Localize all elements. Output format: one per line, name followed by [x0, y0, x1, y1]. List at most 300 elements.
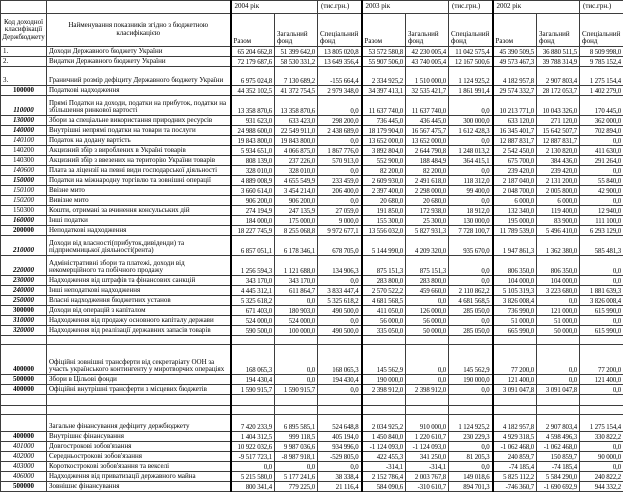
row-label: Короткострокові зобов'язання та векселі [47, 462, 231, 472]
value-cell: 6 975 024,8 [231, 67, 275, 86]
value-cell: 72 179 687,6 [231, 57, 275, 67]
value-cell: 0,0 [537, 375, 580, 385]
value-cell: 271 120,0 [537, 116, 580, 126]
table-row [1, 286, 623, 296]
value-cell: 3 826 008,4 [580, 296, 623, 306]
row-label: Вивізне мито [47, 196, 231, 206]
value-cell: -529 805,0 [318, 452, 362, 462]
value-cell: 191 850,0 [362, 206, 406, 216]
value-cell: 111 100,0 [580, 216, 623, 226]
value-cell: 1 590 915,7 [275, 385, 318, 395]
value-cell: 4 655 549,9 [275, 176, 318, 186]
header-row-columns [1, 14, 623, 47]
value-cell: 4 209 320,0 [406, 236, 449, 256]
value-cell [231, 336, 275, 345]
value-cell: 145 562,9 [362, 345, 406, 375]
value-cell: 2 907 803,4 [537, 67, 580, 86]
row-code [1, 406, 47, 415]
value-cell: 800 341,4 [231, 482, 275, 492]
value-cell: -314,1 [362, 462, 406, 472]
value-cell: 11 042 575,4 [449, 47, 493, 57]
value-cell: 10 922 032,6 [231, 442, 275, 452]
value-cell: 51 000,0 [493, 316, 537, 326]
value-cell: 300 000,0 [449, 116, 493, 126]
value-cell: 274 194,9 [231, 206, 275, 216]
value-cell: 5 144 990,0 [362, 236, 406, 256]
row-label: Власні надходження бюджетних установ [47, 296, 231, 306]
value-cell: 0,0 [580, 196, 623, 206]
value-cell: 806 350,0 [537, 256, 580, 276]
table-row [1, 236, 623, 256]
row-code: 140300 [1, 156, 47, 166]
value-cell: 665 990,0 [493, 326, 537, 336]
value-cell: 0,0 [449, 442, 493, 452]
value-cell: 0,0 [449, 385, 493, 395]
value-cell: 7 420 233,9 [231, 415, 275, 432]
fund-column-header: Разом [231, 14, 275, 47]
row-code: 403000 [1, 462, 47, 472]
value-cell: 104 000,0 [493, 276, 537, 286]
table-row [1, 67, 623, 86]
value-cell: 190 000,0 [449, 375, 493, 385]
value-cell: 11 637 740,0 [406, 96, 449, 116]
row-label: Акцизний збір з ввезених на територію України товарів [47, 156, 231, 166]
table-row [1, 226, 623, 236]
value-cell: 343 170,0 [231, 276, 275, 286]
year-unit: (тис.грн.) [580, 1, 623, 14]
row-label: Внутрішні непрямі податки на товари та послуги [47, 126, 231, 136]
value-cell: 2 570 522,2 [362, 286, 406, 296]
row-code: 406000 [1, 472, 47, 482]
value-cell: 0,0 [318, 316, 362, 326]
value-cell: 2 644 790,8 [406, 146, 449, 156]
value-cell [362, 406, 406, 415]
value-cell: 12 940,0 [580, 206, 623, 216]
value-cell: 56 000,0 [362, 316, 406, 326]
value-cell: 779 225,0 [275, 482, 318, 492]
value-cell: 4 182 957,8 [493, 415, 537, 432]
value-cell: 2 979 348,0 [318, 86, 362, 96]
value-cell: 155 300,0 [362, 216, 406, 226]
row-label: Акцизний збір з вироблених в Україні товарів [47, 146, 231, 156]
value-cell: 2 005 800,0 [537, 186, 580, 196]
value-cell: 145 562,9 [449, 345, 493, 375]
table-row [1, 482, 623, 492]
value-cell: 55 907 506,0 [362, 57, 406, 67]
value-cell: 15 642 507,7 [537, 126, 580, 136]
value-cell: 0,0 [406, 296, 449, 306]
value-cell: 42 230 005,4 [406, 47, 449, 57]
table-row [1, 96, 623, 116]
value-cell: 0,0 [580, 385, 623, 395]
value-cell: 3 660 614,0 [231, 186, 275, 196]
value-cell [231, 395, 275, 406]
value-cell: 875 151,3 [406, 256, 449, 276]
value-cell: 99 400,0 [449, 186, 493, 196]
value-cell: 291 264,0 [580, 156, 623, 166]
value-cell: 43 740 005,4 [406, 57, 449, 67]
value-cell: 19 843 800,0 [275, 136, 318, 146]
value-cell: 130 000,0 [449, 216, 493, 226]
value-cell: 0,0 [318, 96, 362, 116]
table-row [1, 206, 623, 216]
corner-blank-name [47, 1, 231, 14]
value-cell: 233 459,0 [318, 176, 362, 186]
value-cell: 0,0 [449, 462, 493, 472]
row-code: 320000 [1, 326, 47, 336]
value-cell: 190 000,0 [362, 375, 406, 385]
value-cell: 2 397 400,0 [362, 186, 406, 196]
value-cell: 615 990,0 [580, 326, 623, 336]
value-cell: 328 010,0 [275, 166, 318, 176]
value-cell: 56 000,0 [406, 316, 449, 326]
row-label: Офіційні зовнішні трансферти від секретаріату ООН за участь українського контингенту у миротворчих операціях [47, 345, 231, 375]
row-code: 400000 [1, 345, 47, 375]
row-label: Доходи від операцій з капіталом [47, 306, 231, 316]
value-cell: 8 255 068,8 [275, 226, 318, 236]
fund-column-header: Разом [362, 14, 406, 47]
table-row [1, 472, 623, 482]
table-row [1, 136, 623, 146]
value-cell: 240 822,2 [580, 472, 623, 482]
value-cell: 240 859,7 [493, 452, 537, 462]
value-cell: 0,0 [537, 296, 580, 306]
value-cell: 168 065,3 [318, 345, 362, 375]
value-cell: 134 906,3 [318, 256, 362, 276]
value-cell: 341 250,0 [406, 452, 449, 462]
value-cell: -1 062 468,0 [493, 442, 537, 452]
value-cell: 3 223 680,0 [537, 286, 580, 296]
value-cell: 906 200,0 [231, 196, 275, 206]
row-label: Доходи Державного бюджету України [47, 47, 231, 57]
value-cell: 3 091 047,8 [537, 385, 580, 395]
value-cell: 1 124 925,2 [449, 67, 493, 86]
value-cell: 1 450 840,0 [362, 432, 406, 442]
row-label: Збори в Цільові фонди [47, 375, 231, 385]
row-label: Податкові надходження [47, 86, 231, 96]
value-cell: 121 400,0 [493, 375, 537, 385]
row-code [1, 395, 47, 406]
year-unit: (тис.грн.) [449, 1, 493, 14]
value-cell: 585 481,3 [580, 236, 623, 256]
value-cell: 39 788 314,9 [537, 57, 580, 67]
value-cell: 0,0 [449, 96, 493, 116]
value-cell: 2 187 040,0 [493, 176, 537, 186]
value-cell: 104 000,0 [537, 276, 580, 286]
value-cell: 27 059,0 [318, 206, 362, 216]
row-label: Середньострокові зобов'язання [47, 452, 231, 462]
value-cell: 422 455,3 [362, 452, 406, 462]
value-cell: 5 215 580,0 [231, 472, 275, 482]
row-code: 200000 [1, 226, 47, 236]
table-row [1, 415, 623, 432]
value-cell [406, 395, 449, 406]
row-code: 150300 [1, 206, 47, 216]
value-cell: 678 705,0 [318, 236, 362, 256]
value-cell: 132 340,0 [493, 206, 537, 216]
value-cell [580, 395, 623, 406]
value-cell [580, 406, 623, 415]
value-cell: 1 404 312,5 [231, 432, 275, 442]
value-cell: 180 903,0 [275, 306, 318, 316]
value-cell: 126 000,0 [406, 306, 449, 316]
value-cell: 1 124 925,2 [449, 415, 493, 432]
value-cell [580, 336, 623, 345]
value-cell: 934 996,0 [318, 442, 362, 452]
value-cell: 894 701,3 [449, 482, 493, 492]
value-cell: 875 151,3 [362, 256, 406, 276]
value-cell: 808 139,0 [231, 156, 275, 166]
value-cell: 702 894,0 [580, 126, 623, 136]
row-code: 500000 [1, 375, 47, 385]
value-cell: 9 972 677,1 [318, 226, 362, 236]
value-cell: -314,1 [406, 462, 449, 472]
fund-column-header: Спеціальний фонд [318, 14, 362, 47]
value-cell: 6 293 129,0 [580, 226, 623, 236]
table-row [1, 196, 623, 206]
value-cell [231, 406, 275, 415]
value-cell [449, 406, 493, 415]
table-row [1, 216, 623, 226]
value-cell: -1 124 093,0 [406, 442, 449, 452]
row-label: Доходи від власності(прибуток,дивіденди) та підприємницької діяльності(рента) [47, 236, 231, 256]
value-cell: 328 010,0 [231, 166, 275, 176]
value-cell: 411 630,0 [580, 146, 623, 156]
year-label: 2003 рік [362, 1, 449, 14]
row-label: Плата за ліцензії на певні види господарської діяльності [47, 166, 231, 176]
value-cell [362, 336, 406, 345]
table-row [1, 126, 623, 136]
value-cell: 13 652 000,0 [406, 136, 449, 146]
value-cell: 50 000,0 [537, 326, 580, 336]
value-cell: 4 598 496,3 [537, 432, 580, 442]
value-cell [493, 406, 537, 415]
value-cell: 0,0 [449, 136, 493, 146]
value-cell: 77 200,0 [493, 345, 537, 375]
value-cell: 615 990,0 [580, 306, 623, 316]
value-cell: 436 445,0 [406, 116, 449, 126]
value-cell: -74 185,4 [493, 462, 537, 472]
value-cell: 2 398 912,0 [362, 385, 406, 395]
row-code: 1. [1, 47, 47, 57]
value-cell: 13 805 020,8 [318, 47, 362, 57]
value-cell: 41 372 754,5 [275, 86, 318, 96]
value-cell: 4 889 008,9 [231, 176, 275, 186]
value-cell: 0,0 [318, 462, 362, 472]
table-row [1, 276, 623, 286]
value-cell: 675 700,0 [493, 156, 537, 166]
value-cell: 931 623,0 [231, 116, 275, 126]
header-row-years [1, 1, 623, 14]
value-cell: 2 048 700,0 [493, 186, 537, 196]
value-cell: 283 800,0 [362, 276, 406, 286]
value-cell: -8 987 918,1 [275, 452, 318, 462]
row-label: Офіційні внутрішні трансферти з місцевих бюджетів [47, 385, 231, 395]
value-cell: 0,0 [275, 345, 318, 375]
value-cell: 0,0 [580, 316, 623, 326]
row-code: 110000 [1, 96, 47, 116]
value-cell: 633 120,0 [493, 116, 537, 126]
value-cell: 2 398 912,0 [406, 385, 449, 395]
value-cell: 18 912,0 [449, 206, 493, 216]
row-label: Кошти, отримані за вчинення консульських дій [47, 206, 231, 216]
value-cell: -155 664,4 [318, 67, 362, 86]
fund-column-header: Загальний фонд [537, 14, 580, 47]
value-cell: 2 034 925,2 [362, 415, 406, 432]
value-cell: 524 648,8 [318, 415, 362, 432]
value-cell: 285 050,0 [449, 326, 493, 336]
value-cell: 82 200,0 [362, 166, 406, 176]
table-row [1, 375, 623, 385]
table-row [1, 176, 623, 186]
year-label: 2004 рік [231, 1, 318, 14]
row-label: Надходження від штрафів та фінансових санкцій [47, 276, 231, 286]
value-cell: 18 179 904,0 [362, 126, 406, 136]
value-cell: 5 825 112,2 [493, 472, 537, 482]
value-cell: -1 124 093,0 [362, 442, 406, 452]
value-cell: 149 018,6 [449, 472, 493, 482]
value-cell: 0,0 [580, 256, 623, 276]
fund-column-header: Загальний фонд [406, 14, 449, 47]
value-cell: 8 509 998,0 [580, 47, 623, 57]
row-label: Податки на міжнародну торгівлю та зовнішні операції [47, 176, 231, 186]
year-unit: (тис.грн.) [318, 1, 362, 14]
value-cell: 4 681 568,5 [449, 296, 493, 306]
value-cell: 44 352 102,5 [231, 86, 275, 96]
value-cell: 77 200,0 [580, 345, 623, 375]
value-cell: 4 445 312,1 [231, 286, 275, 296]
table-row [1, 326, 623, 336]
value-cell: 1 881 639,3 [580, 286, 623, 296]
value-cell: 0,0 [449, 256, 493, 276]
value-cell: 0,0 [275, 375, 318, 385]
value-cell: 944 332,2 [580, 482, 623, 492]
row-label: Надходження від продажу основного капіталу держави [47, 316, 231, 326]
value-cell: 2 152 786,4 [362, 472, 406, 482]
value-cell: 4 066 875,0 [275, 146, 318, 156]
value-cell [537, 406, 580, 415]
value-cell: 0,0 [449, 196, 493, 206]
value-cell: 935 670,0 [449, 236, 493, 256]
row-code [1, 415, 47, 432]
value-cell: 9 000,0 [318, 216, 362, 226]
row-code: 160000 [1, 216, 47, 226]
value-cell: 0,0 [449, 276, 493, 286]
value-cell: 118 312,0 [449, 176, 493, 186]
row-code: 130000 [1, 116, 47, 126]
row-label: Прямі Податки на доходи, податки на прибуток, податки на збільшення ринкової вартості [47, 96, 231, 116]
value-cell: 0,0 [449, 316, 493, 326]
value-cell: 170 445,0 [580, 96, 623, 116]
value-cell: 584 090,6 [362, 482, 406, 492]
table-row [1, 385, 623, 395]
value-cell: 13 649 356,4 [318, 57, 362, 67]
value-cell: 51 000,0 [537, 316, 580, 326]
value-cell: -1 690 692,9 [537, 482, 580, 492]
value-cell: 9 987 036,6 [275, 442, 318, 452]
value-cell: 55 840,0 [580, 176, 623, 186]
value-cell: 20 680,0 [406, 196, 449, 206]
row-label: Неподаткові надходження [47, 226, 231, 236]
value-cell: 298 200,0 [318, 116, 362, 126]
value-cell: 12 167 500,6 [449, 57, 493, 67]
row-label: Внутрішнє фінансування [47, 432, 231, 442]
value-cell [275, 336, 318, 345]
value-cell: 3 826 008,4 [493, 296, 537, 306]
value-cell: 590 500,0 [231, 326, 275, 336]
row-code: 140600 [1, 166, 47, 176]
value-cell: 184 000,0 [231, 216, 275, 226]
value-cell: 0,0 [318, 276, 362, 286]
value-cell: 18 227 745,9 [231, 226, 275, 236]
row-code: 150200 [1, 196, 47, 206]
value-cell: 3 454 214,0 [275, 186, 318, 196]
value-cell: 1 220 610,7 [406, 432, 449, 442]
table-row [1, 395, 623, 406]
value-cell: 3 833 447,4 [318, 286, 362, 296]
value-cell: 21 116,4 [318, 482, 362, 492]
value-cell: 6 857 051,1 [231, 236, 275, 256]
value-cell: 10 043 326,0 [537, 96, 580, 116]
fund-column-header: Разом [493, 14, 537, 47]
value-cell: 206 400,0 [318, 186, 362, 196]
value-cell: 0,0 [318, 196, 362, 206]
value-cell: 5 934 651,0 [231, 146, 275, 156]
table-row [1, 462, 623, 472]
table-row [1, 47, 623, 57]
value-cell [318, 336, 362, 345]
row-code: 210000 [1, 236, 47, 256]
row-code: 230000 [1, 276, 47, 286]
row-code: 150000 [1, 176, 47, 186]
value-cell: 1 248 013,2 [449, 146, 493, 156]
table-row [1, 156, 623, 166]
value-cell: 65 204 662,8 [231, 47, 275, 57]
value-cell: 1 402 279,0 [580, 86, 623, 96]
value-cell: 1 275 154,4 [580, 67, 623, 86]
value-cell: 6 000,0 [537, 196, 580, 206]
value-cell: 1 362 380,0 [537, 236, 580, 256]
value-cell [449, 336, 493, 345]
row-code: 140000 [1, 126, 47, 136]
row-label: Адміністративні збори та платежі, доходи від некомерційного та побічного продажу [47, 256, 231, 276]
value-cell: 247 135,9 [275, 206, 318, 216]
value-cell: 194 430,4 [318, 375, 362, 385]
value-cell: 19 843 800,0 [231, 136, 275, 146]
value-cell: 175 000,0 [275, 216, 318, 226]
table-row [1, 316, 623, 326]
row-code: 3. [1, 67, 47, 86]
row-code: 100000 [1, 86, 47, 96]
row-code: 310000 [1, 316, 47, 326]
value-cell: 0,0 [580, 276, 623, 286]
row-code: 220000 [1, 256, 47, 276]
value-cell: 20 680,0 [362, 196, 406, 206]
value-cell [406, 336, 449, 345]
value-cell: 4 929 318,5 [493, 432, 537, 442]
value-cell: 82 200,0 [406, 166, 449, 176]
value-cell: 121 400,0 [580, 375, 623, 385]
value-cell: 2 298 000,0 [406, 186, 449, 196]
row-label: Ввізне мито [47, 186, 231, 196]
value-cell: 12 887 831,7 [537, 136, 580, 146]
value-cell: 230 229,3 [449, 432, 493, 442]
table-row [1, 146, 623, 156]
row-label: Збори за спеціальне використання природних ресурсів [47, 116, 231, 126]
value-cell [537, 395, 580, 406]
value-cell: 906 200,0 [275, 196, 318, 206]
value-cell: 2 438 689,0 [318, 126, 362, 136]
